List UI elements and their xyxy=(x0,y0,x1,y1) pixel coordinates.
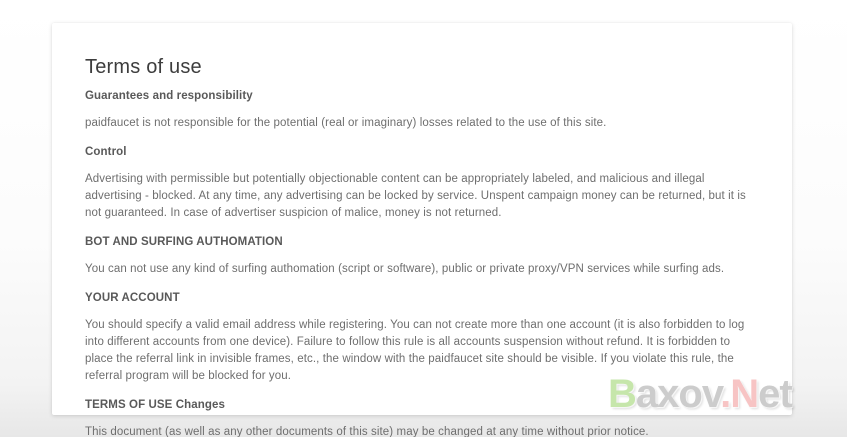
watermark-segment: B xyxy=(608,372,636,416)
section-body-your-account: You should specify a valid email address while registering. You can not create more than one account (it is also forbidden to log into different accounts from one device). Failure to follow this rule is all accounts suspension without refund. It is forbidden to place the referral link in invisible frames, etc., the window with the paidfaucet site should be visible. If you violate this rule, the referral program will be blocked for you. xyxy=(85,319,745,382)
section-terms-changes xyxy=(85,399,759,437)
section-heading-your-account: YOUR ACCOUNT xyxy=(85,292,180,304)
section-body-control: Advertising with permissible but potentially objectionable content can be appropriately labeled, and malicious and illegal advertising - blocked. At any time, any advertising can be locked by service. Unspent campaign money can be returned, but it is not guaranteed. In case of advertiser suspicion of malice, money is not returned. xyxy=(85,173,746,219)
section-heading-control: Control xyxy=(85,146,127,158)
terms-card xyxy=(52,23,792,437)
section-heading-guarantees: Guarantees and responsibility xyxy=(85,90,253,102)
watermark-segment: . xyxy=(720,372,731,416)
section-heading-bot-surfing: BOT AND SURFING AUTHOMATION xyxy=(85,236,283,248)
section-body-bot-surfing: You can not use any kind of surfing authomation (script or software), public or private proxy/VPN services while surfing ads. xyxy=(85,263,725,275)
section-guarantees xyxy=(85,90,759,132)
watermark-segment: N xyxy=(730,372,759,416)
watermark-segment: axov xyxy=(635,372,721,416)
section-body-guarantees: paidfaucet is not responsible for the potential (real or imaginary) losses related to the use of this site. xyxy=(85,117,607,129)
section-bot-surfing xyxy=(85,236,759,278)
watermark-segment: et xyxy=(758,372,792,416)
section-control xyxy=(85,146,759,222)
section-body-terms-changes: This document (as well as any other documents of this site) may be changed at any time without prior notice. xyxy=(85,426,649,437)
section-your-account xyxy=(85,292,759,385)
page-title: Terms of use xyxy=(85,56,202,78)
section-heading-terms-changes: TERMS OF USE Changes xyxy=(85,399,226,411)
